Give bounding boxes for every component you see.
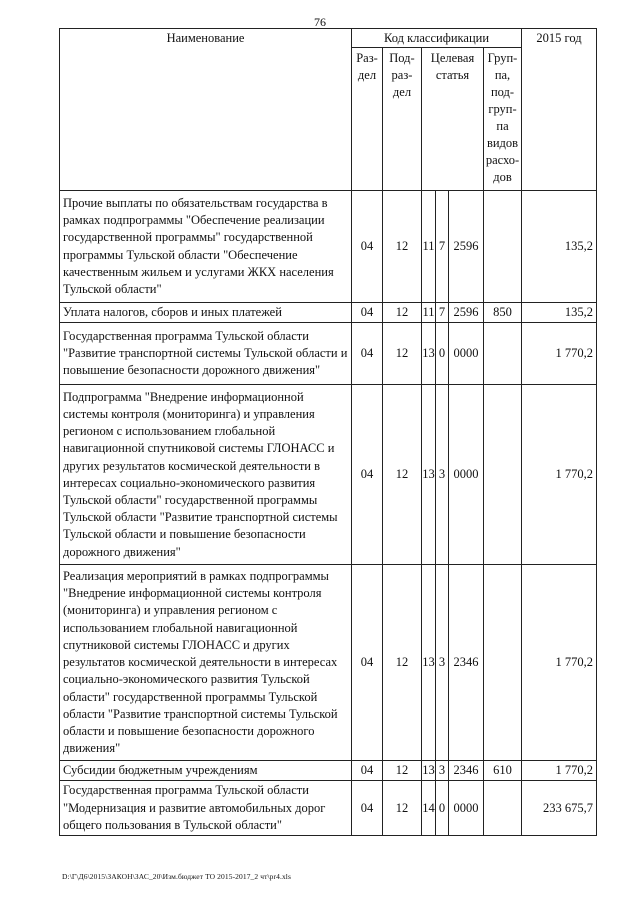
row-name: Уплата налогов, сборов и иных платежей xyxy=(60,303,352,323)
row-target-program: 13 xyxy=(422,385,436,565)
row-target-direction: 2596 xyxy=(449,191,484,303)
row-section: 04 xyxy=(352,191,383,303)
row-name: Реализация мероприятий в рамках подпрограммы "Внедрение информационной системы контроля (мониторинга) и управления регионом с использованием глобальной навигационной спутниковой системы ГЛОНАСС и других результатов космической деятельности в интересах социально-экономического развития Тульской области" государственной программы Тульской области "Развитие транспортной системы Тульской области и повышение безопасности дорожного движения" xyxy=(60,565,352,761)
row-target-direction: 2346 xyxy=(449,761,484,781)
header-target xyxy=(422,48,484,191)
row-expense-group: 610 xyxy=(484,761,522,781)
row-target-subprogram: 7 xyxy=(436,191,449,303)
row-expense-group xyxy=(484,323,522,385)
row-section: 04 xyxy=(352,303,383,323)
row-amount: 135,2 xyxy=(522,303,597,323)
row-subsection: 12 xyxy=(383,191,422,303)
row-expense-group xyxy=(484,385,522,565)
row-amount: 1 770,2 xyxy=(522,323,597,385)
header-subsection-label: Под- раз- дел xyxy=(389,51,415,99)
row-expense-group: 850 xyxy=(484,303,522,323)
row-section: 04 xyxy=(352,565,383,761)
header-subsection xyxy=(383,48,422,191)
row-amount: 1 770,2 xyxy=(522,565,597,761)
table-row xyxy=(60,191,597,303)
header-expense-group-label: Груп- па, под- груп- па видов расхо- дов xyxy=(485,51,520,184)
budget-table xyxy=(59,28,597,836)
row-expense-group xyxy=(484,565,522,761)
row-target-program: 14 xyxy=(422,781,436,836)
header-target-label: Целевая статья xyxy=(430,51,475,82)
row-name: Прочие выплаты по обязательствам государства в рамках подпрограммы "Обеспечение реализации государственной программы" государственной программы Тульской области "Обеспечение качественным жильем и услугами ЖКХ населения Тульской области" xyxy=(60,191,352,303)
row-section: 04 xyxy=(352,323,383,385)
row-target-direction: 0000 xyxy=(449,781,484,836)
row-expense-group xyxy=(484,191,522,303)
row-target-direction: 0000 xyxy=(449,385,484,565)
header-section xyxy=(352,48,383,191)
row-target-program: 11 xyxy=(422,191,436,303)
row-target-program: 11 xyxy=(422,303,436,323)
row-subsection: 12 xyxy=(383,565,422,761)
row-target-subprogram: 3 xyxy=(436,761,449,781)
row-expense-group xyxy=(484,781,522,836)
header-year: 2015 год xyxy=(522,29,597,191)
row-target-direction: 2596 xyxy=(449,303,484,323)
row-amount: 233 675,7 xyxy=(522,781,597,836)
table-row xyxy=(60,565,597,761)
table-row xyxy=(60,303,597,323)
row-section: 04 xyxy=(352,385,383,565)
page-number: 76 xyxy=(314,15,326,29)
row-name: Подпрограмма "Внедрение информационной системы контроля (мониторинга) и управления регионом с использованием глобальной навигационной спутниковой системы ГЛОНАСС и других результатов космической деятельности в интересах социально-экономического развития Тульской области" государственной программы Тульской области "Развитие транспортной системы Тульской области и повышение безопасности дорожного движения" xyxy=(60,385,352,565)
row-target-subprogram: 0 xyxy=(436,323,449,385)
row-target-program: 13 xyxy=(422,565,436,761)
row-section: 04 xyxy=(352,781,383,836)
table-row xyxy=(60,385,597,565)
header-classification: Код классификации xyxy=(352,29,522,48)
row-subsection: 12 xyxy=(383,303,422,323)
row-target-subprogram: 0 xyxy=(436,781,449,836)
row-target-program: 13 xyxy=(422,761,436,781)
row-target-subprogram: 7 xyxy=(436,303,449,323)
row-name: Государственная программа Тульской области "Модернизация и развитие автомобильных дорог общего пользования в Тульской области" xyxy=(60,781,352,836)
row-section: 04 xyxy=(352,761,383,781)
row-amount: 1 770,2 xyxy=(522,761,597,781)
row-subsection: 12 xyxy=(383,323,422,385)
table-row xyxy=(60,781,597,836)
row-subsection: 12 xyxy=(383,781,422,836)
header-name: Наименование xyxy=(60,29,352,191)
row-name: Государственная программа Тульской области "Развитие транспортной системы Тульской области и повышение безопасности дорожного движения" xyxy=(60,323,352,385)
header-expense-group xyxy=(484,48,522,191)
row-subsection: 12 xyxy=(383,761,422,781)
table-row xyxy=(60,323,597,385)
table-row xyxy=(60,761,597,781)
row-subsection: 12 xyxy=(383,385,422,565)
header-section-label: Раз- дел xyxy=(356,51,378,82)
row-name: Субсидии бюджетным учреждениям xyxy=(60,761,352,781)
file-path-footer: D:\Г\Д6\2015\ЗАКОН\ЗАС_20\Изм.бюджет ТО 2015-2017_2 чт\pr4.xls xyxy=(62,872,291,881)
row-target-direction: 2346 xyxy=(449,565,484,761)
row-amount: 135,2 xyxy=(522,191,597,303)
row-target-direction: 0000 xyxy=(449,323,484,385)
row-target-subprogram: 3 xyxy=(436,565,449,761)
row-amount: 1 770,2 xyxy=(522,385,597,565)
row-target-program: 13 xyxy=(422,323,436,385)
row-target-subprogram: 3 xyxy=(436,385,449,565)
header-row-1 xyxy=(60,29,597,48)
